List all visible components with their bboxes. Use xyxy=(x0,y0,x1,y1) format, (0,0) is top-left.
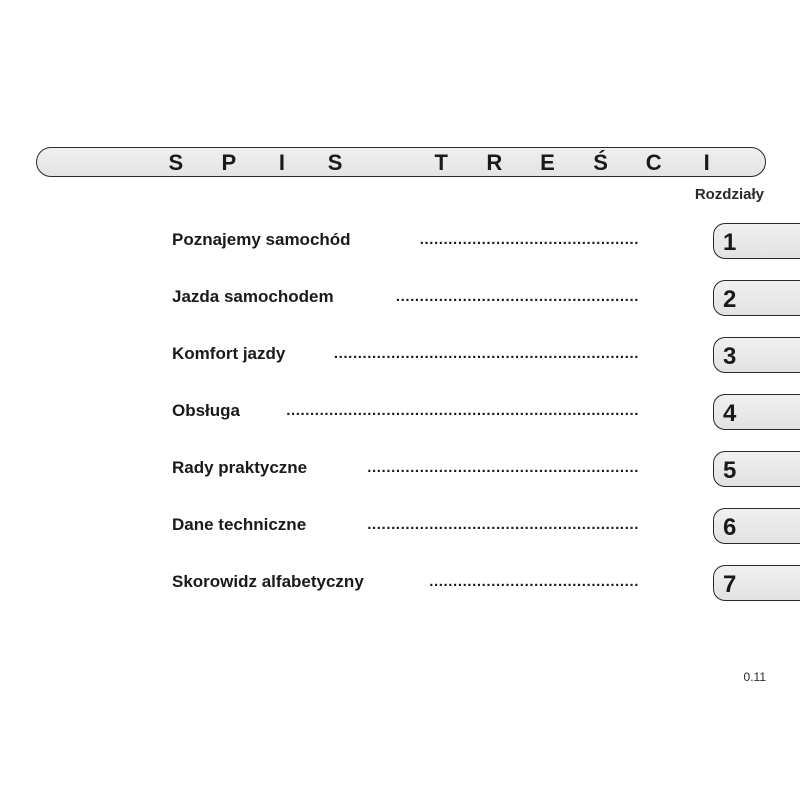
title-text xyxy=(163,148,747,178)
chapter-tab[interactable] xyxy=(713,223,800,259)
chapter-number: 4 xyxy=(723,400,737,427)
toc-entry-label[interactable]: Rady praktyczne xyxy=(172,458,308,477)
title-letter: I xyxy=(703,150,710,175)
title-letter: I xyxy=(278,150,286,175)
chapter-tab[interactable] xyxy=(713,337,800,373)
toc-entry[interactable] xyxy=(172,508,800,544)
title-letter: P xyxy=(221,150,237,175)
toc-entry[interactable] xyxy=(172,394,800,430)
chapter-tab[interactable] xyxy=(713,280,800,316)
chapter-tab[interactable] xyxy=(713,394,800,430)
chapter-tab[interactable] xyxy=(713,508,800,544)
toc-entry[interactable] xyxy=(172,337,800,373)
toc-entry-label[interactable]: Obsługa xyxy=(172,401,241,420)
toc-leader-dots: ......................................................... xyxy=(367,516,639,533)
chapter-number: 6 xyxy=(723,514,737,541)
toc-leader-dots: ................................................... xyxy=(395,288,639,305)
title-letter: E xyxy=(540,150,555,175)
toc-entry[interactable] xyxy=(172,451,800,487)
toc-entry-label[interactable]: Poznajemy samochód xyxy=(172,230,351,249)
chapter-number: 3 xyxy=(723,343,737,370)
chapter-number: 2 xyxy=(723,286,737,313)
toc-entry-label[interactable]: Dane techniczne xyxy=(172,515,307,534)
toc-leader-dots: ............................................ xyxy=(429,573,639,590)
toc-entry-label[interactable]: Jazda samochodem xyxy=(172,287,334,306)
toc-leader-dots: ......................................................... xyxy=(367,459,639,476)
title-bar xyxy=(36,147,766,177)
toc-entry[interactable] xyxy=(172,565,800,601)
title-letter: Ś xyxy=(593,150,608,175)
title-letter: S xyxy=(168,150,184,175)
chapter-tab[interactable] xyxy=(713,565,800,601)
chapter-tab[interactable] xyxy=(713,451,800,487)
title-letter: C xyxy=(645,150,662,175)
toc-leader-dots: ................................................................ xyxy=(333,345,639,362)
chapter-number: 7 xyxy=(723,571,737,598)
title-letter: S xyxy=(327,150,343,175)
toc-entry-label[interactable]: Skorowidz alfabetyczny xyxy=(172,572,364,591)
page-number: 0.11 xyxy=(743,670,766,684)
toc-entry-label[interactable]: Komfort jazdy xyxy=(172,344,286,363)
toc-leader-dots: .......................................................................... xyxy=(286,402,639,419)
title-letter: R xyxy=(486,150,503,175)
chapters-label: Rozdziały xyxy=(694,186,764,203)
chapter-number: 5 xyxy=(723,457,737,484)
title-letter: T xyxy=(434,150,448,175)
toc-entry[interactable] xyxy=(172,223,800,259)
chapter-number: 1 xyxy=(723,229,737,256)
toc-entry[interactable] xyxy=(172,280,800,316)
toc-leader-dots: .............................................. xyxy=(419,231,639,248)
